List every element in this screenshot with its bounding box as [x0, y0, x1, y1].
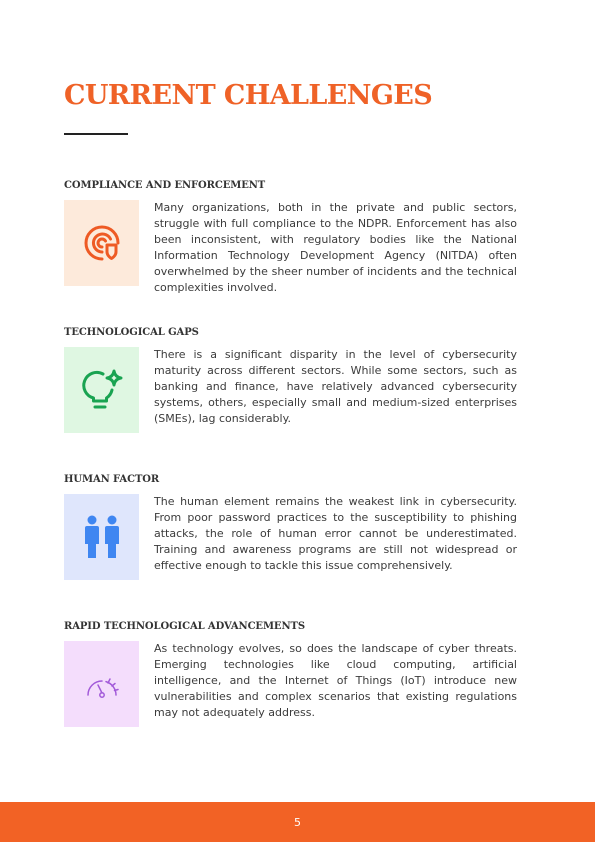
title-underline [64, 133, 128, 135]
section-technological-gaps [64, 327, 517, 425]
section-heading: TECHNOLOGICAL GAPS [64, 327, 199, 338]
section-text: As technology evolves, so does the landscape of cyber threats. Emerging technologies like cloud computing, artificial intelligence, and the Internet of Things (IoT) introduce new vulnerabilities and complex scenarios that existing regulations may not adequately address. [154, 642, 517, 719]
two-people-icon [81, 514, 123, 560]
icon-box [64, 494, 139, 580]
page-title: CURRENT CHALLENGES [64, 80, 433, 111]
section-rapid-advancements [64, 621, 517, 719]
icon-box [64, 200, 139, 286]
section-text: There is a significant disparity in the level of cybersecurity maturity across different sectors. While some sectors, such as banking and finance, have relatively advanced cybersecurity systems, others, especially small and medium-sized enterprises (SMEs), lag considerably. [154, 348, 517, 425]
icon-box [64, 347, 139, 433]
section-heading: COMPLIANCE AND ENFORCEMENT [64, 180, 266, 191]
section-human-factor [64, 474, 517, 572]
section-heading: RAPID TECHNOLOGICAL ADVANCEMENTS [64, 621, 305, 632]
section-heading: HUMAN FACTOR [64, 474, 160, 485]
section-text: Many organizations, both in the private and public sectors, struggle with full compliance to the NDPR. Enforcement has also been inconsistent, with regulatory bodies like the National Information Technology Development Agency (NITDA) often overwhelmed by the sheer number of incidents and the technical complexities involved. [154, 201, 517, 294]
icon-box [64, 641, 139, 727]
section-text: The human element remains the weakest link in cybersecurity. From poor password practices to the susceptibility to phishing attacks, the role of human error cannot be underestimated. Training and awareness programs are still not widespread or effective enough to tackle this issue comprehensively. [154, 495, 517, 572]
shield-fingerprint-icon [79, 220, 125, 266]
footer-bar [0, 802, 595, 842]
page-number: 5 [294, 815, 301, 829]
speedometer-icon [84, 669, 120, 699]
lightbulb-sparkle-icon [77, 365, 127, 415]
section-compliance-enforcement [64, 180, 517, 294]
